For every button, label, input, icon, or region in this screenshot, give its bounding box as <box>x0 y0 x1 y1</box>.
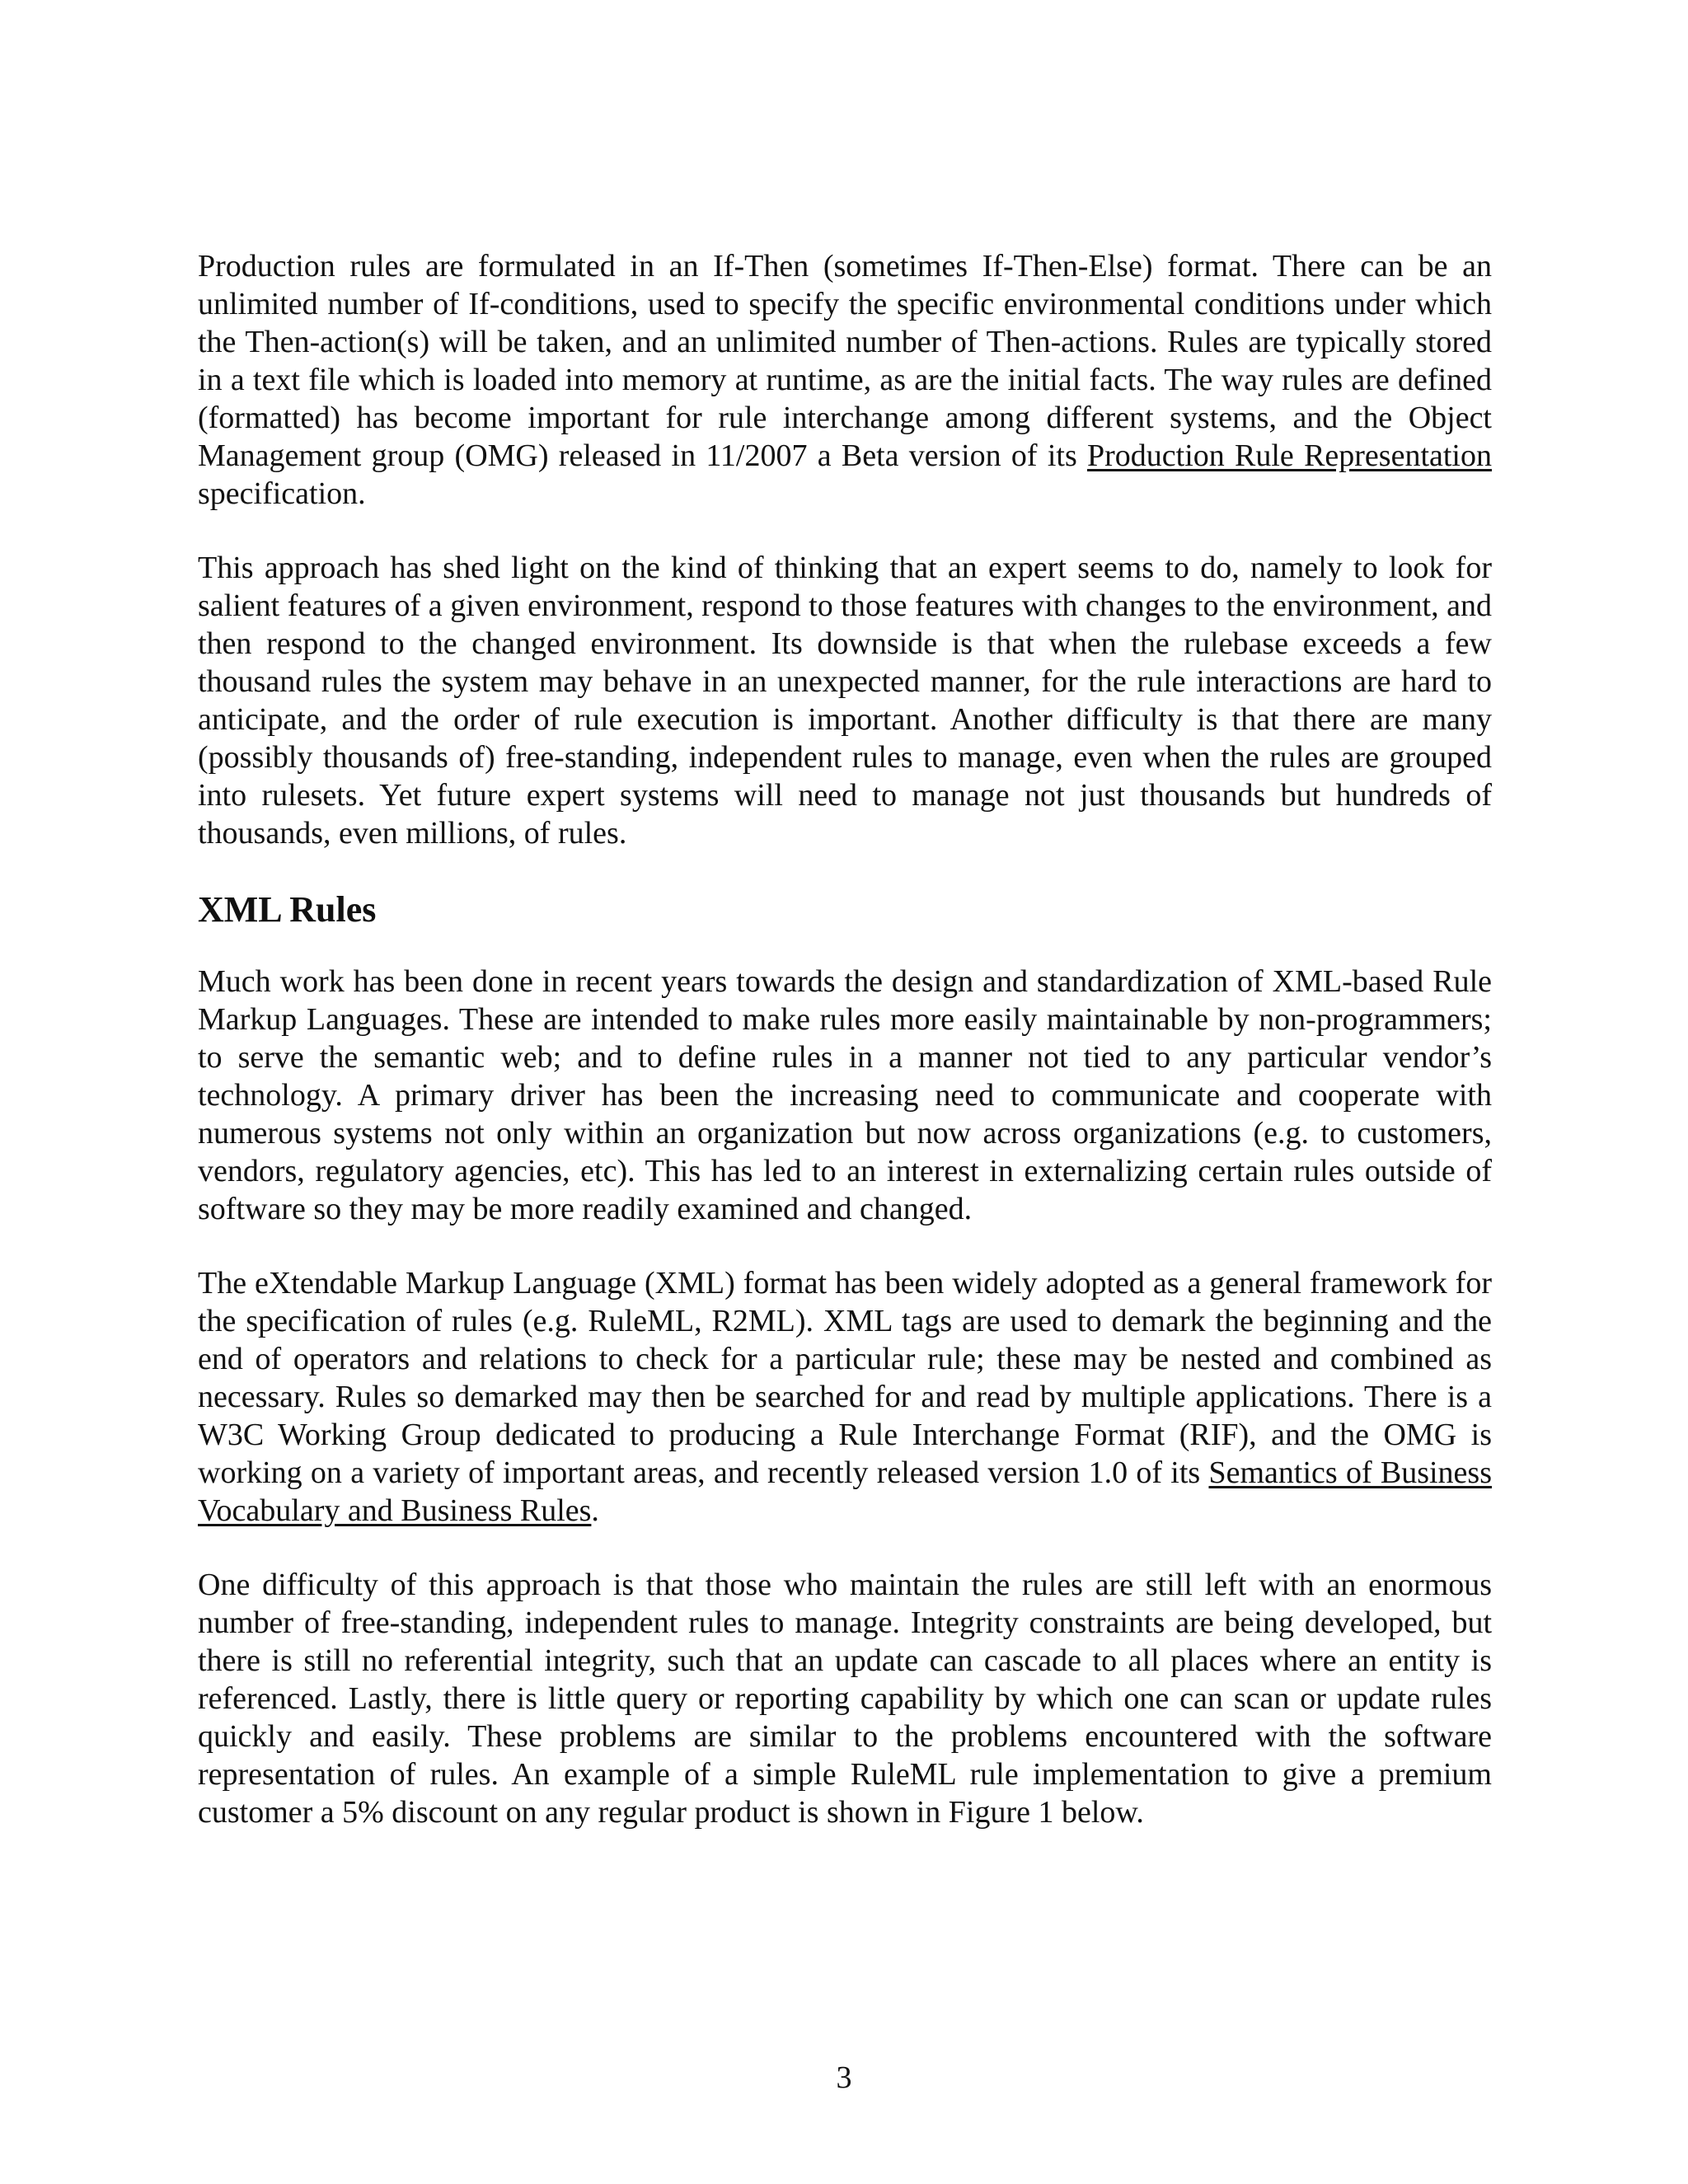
paragraph-approach-downside: This approach has shed light on the kind of thinking that an expert seems to do, namely to look for salient features of a given environment, respond to those features with changes to the environment, and then respond to the changed environment. Its downside is that when the rulebase exceeds a few thousand rules the system may behave in an unexpected manner, for the rule interactions are hard to anticipate, and the order of rule execution is important. Another difficulty is that there are many (possibly thousands of) free-standing, independent rules to manage, even when the rules are grouped into rulesets. Yet future expert systems will need to manage not just thousands but hundreds of thousands, even millions, of rules. <box>198 551 1492 851</box>
paragraph-text: specification. <box>198 476 366 511</box>
paragraph-text: The eXtendable Markup Language (XML) format has been widely adopted as a general framework for the specification of rules (e.g. RuleML, R2ML). XML tags are used to demark the beginning and the end of operators and relations to check for a particular rule; these may be nested and combined as necessary. Rules so demarked may then be searched for and read by multiple applications. There is a W3C Working Group dedicated to producing a Rule Interchange Format (RIF), and the OMG is working on a variety of important areas, and recently released version 1.0 of its <box>198 1266 1492 1490</box>
section-heading-xml-rules: XML Rules <box>198 889 377 930</box>
paragraph-xml-difficulty: One difficulty of this approach is that those who maintain the rules are still left with an enormous number of free-standing, independent rules to manage. Integrity constraints are being developed, but there is still no referential integrity, such that an update can cascade to all places where an entity is referenced. Lastly, there is little query or reporting capability by which one can scan or update rules quickly and easily. These problems are similar to the problems encountered with the software representation of rules. An example of a simple RuleML rule implementation to give a premium customer a 5% discount on any regular product is shown in Figure 1 below. <box>198 1568 1492 1830</box>
paragraph-text: . <box>591 1493 599 1528</box>
page-number: 3 <box>836 2060 852 2095</box>
paragraph-xml-markup-languages: Much work has been done in recent years towards the design and standardization of XML-based Rule Markup Languages. These are intended to make rules more easily maintainable by non-programmers; to serve the semantic web; and to define rules in a manner not tied to any particular vendor’s technology. A primary driver has been the increasing need to communicate and cooperate with numerous systems not only within an organization but now across organizations (e.g. to customers, vendors, regulatory agencies, etc). This has led to an interest in externalizing certain rules outside of software so they may be more readily examined and changed. <box>198 964 1492 1226</box>
document-page <box>198 247 1492 1868</box>
paragraph-production-rules <box>198 247 1492 513</box>
sbvr-link[interactable]: Semantics of Business Vocabulary and Business Rules <box>198 1455 1493 1528</box>
paragraph-text: Production rules are formulated in an If-Then (sometimes If-Then-Else) format. There can be an unlimited number of If-conditions, used to specify the specific environmental conditions under which the Then-action(s) will be taken, and an unlimited number of Then-actions. Rules are typically stored in a text file which is loaded into memory at runtime, as are the initial facts. The way rules are defined (formatted) has become important for rule interchange among different systems, and the Object Management group (OMG) released in 11/2007 a Beta version of its <box>198 249 1492 473</box>
paragraph-xml-format <box>198 1264 1492 1530</box>
production-rule-representation-link[interactable]: Production Rule Representation <box>1087 438 1492 473</box>
